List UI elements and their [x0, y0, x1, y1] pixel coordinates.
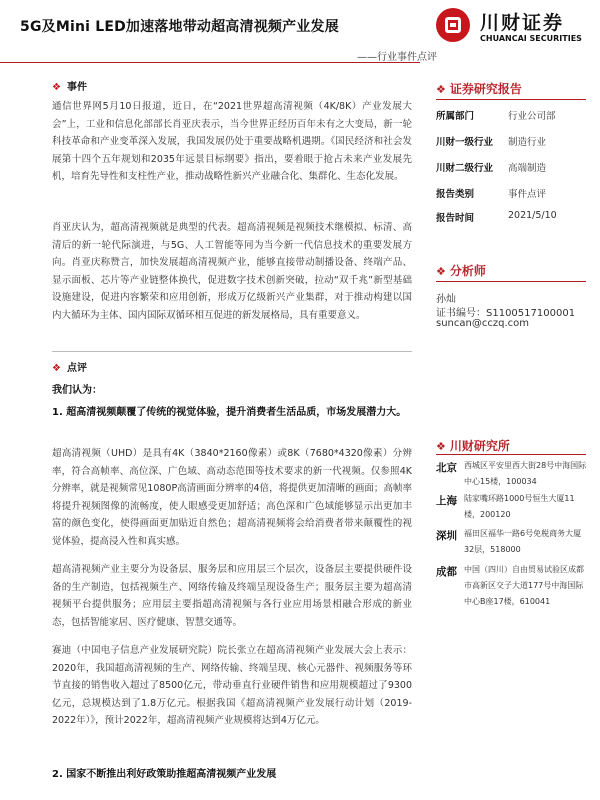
institute-heading: ❖ 川财研究所 — [436, 439, 510, 453]
info-value: 事件点评 — [508, 189, 547, 200]
comment-divider — [52, 351, 412, 352]
we-think-label: 我们认为： — [52, 385, 102, 396]
info-value: 高端制造 — [508, 163, 547, 174]
diamond-bullet-icon: ❖ — [436, 83, 446, 96]
address-city: 深圳 — [436, 530, 457, 542]
report-subtitle: ——行业事件点评 — [357, 52, 437, 63]
diamond-bullet-icon: ❖ — [52, 363, 61, 374]
report-title: 5G及Mini LED加速落地带动超高清视频产业发展 — [20, 19, 339, 35]
info-key: 所属部门 — [436, 111, 475, 122]
report-type-heading: ❖ 证券研究报告 — [436, 82, 522, 96]
header-divider — [0, 62, 420, 63]
point1-paragraph-2: 超高清视频产业主要分为设备层、服务层和应用层三个层次，设备层主要提供硬件设备的生产制造，包括视频生产、网络传输及终端呈现设备生产；服务层主要为超高清视频平台提供服务；应用层主要指超高清视频与各行业应用场景相融合形成的新业态，包括智能家居、医疗健康、智慧交通等。 — [52, 564, 412, 628]
diamond-bullet-icon: ❖ — [52, 82, 61, 93]
event-heading: ❖ 事件 — [52, 82, 87, 93]
address-text: 陆家嘴环路1000号恒生大厦11楼，200120 — [464, 494, 575, 519]
logo-emblem-icon — [436, 8, 470, 42]
logo-name-en: CHUANCAI SECURITIES — [480, 34, 582, 43]
address-city: 成都 — [436, 566, 457, 578]
info-value: 行业公司部 — [508, 111, 556, 122]
info-key: 川财二级行业 — [436, 163, 494, 174]
address-text: 西城区平安里西大街28号中海国际中心15楼，100034 — [464, 461, 587, 486]
address-city: 上海 — [436, 495, 457, 507]
analyst-email[interactable]: suncan@cczq.com — [436, 318, 529, 329]
analyst-name: 孙灿 — [436, 294, 456, 305]
info-value: 制造行业 — [508, 137, 547, 148]
info-key: 川财一级行业 — [436, 137, 494, 148]
diamond-bullet-icon: ❖ — [436, 440, 446, 453]
comment-heading: ❖ 点评 — [52, 363, 87, 374]
info-key: 报告类别 — [436, 189, 475, 200]
analyst-heading: ❖ 分析师 — [436, 264, 486, 278]
point1-paragraph-3: 赛迪（中国电子信息产业发展研究院）院长张立在超高清视频产业发展大会上表示：2020年，我国超高清视频的生产、网络传输、终端呈现、核心元器件、视频服务等环节直接的销售收入超过了8500亿元，带动垂直行业硬件销售和应用规模超过了9300亿元，总规模达到了1.8万亿元。根据我国《超高清视频产业发展行动计划（2019-2022年）》，预计2022年，超高清视频产业规模将达到4万亿元。 — [52, 645, 412, 726]
sidebar-divider — [436, 99, 586, 100]
point1-heading: 1. 超高清视频颠覆了传统的视觉体验，提升消费者生活品质，市场发展潜力大。 — [52, 407, 407, 418]
info-value: 2021/5/10 — [508, 210, 557, 221]
sidebar-divider — [436, 281, 586, 282]
address-text: 中国（四川）自由贸易试验区成都市高新区交子大道177号中海国际中心B座17楼，610041 — [464, 565, 584, 606]
event-paragraph-1: 通信世界网5月10日报道，近日，在“2021世界超高清视频（4K/8K）产业发展大会”上，工业和信息化部部长肖亚庆表示，当今世界正经历百年未有之大变局，新一轮科技革命和产业变革深入发展，我国发展仍处于重要战略机遇期。《国民经济和社会发展第十四个五年规划和2035年远景目标纲要》指出，要着眼于抢占未来产业发展先机，培育先导性和支柱性产业，推动战略性新兴产业融合化、集群化、生态化发展。 — [52, 101, 412, 182]
analyst-cert: 证书编号：S1100517100001 — [436, 308, 576, 319]
event-paragraph-2: 肖亚庆认为，超高清视频就是典型的代表。超高清视频是视频技术继模拟、标清、高清后的新一轮代际演进，与5G、人工智能等同为当今新一代信息技术的重要发展方向。肖亚庆称赞言，加快发展超高清视频产业，能够直接带动制播设备、终端产品、显示面板、芯片等产业链整体换代，促进数字技术创新突破，拉动“双千兆”新型基础设施建设，促进内容繁荣和应用创新，形成万亿级新兴产业集群，对于推动构建以国内大循环为主体、国内国际双循环相互促进的新发展格局，具有重要意义。 — [52, 222, 412, 321]
address-city: 北京 — [436, 462, 457, 474]
sidebar-divider — [436, 454, 586, 455]
info-key: 报告时间 — [436, 213, 475, 224]
point1-paragraph-1: 超高清视频（UHD）是具有4K（3840*2160像素）或8K（7680*4320像素）分辨率，符合高帧率、高位深、广色域、高动态范围等技术要求的新一代视频。仅参照4K分辨率，就是视频常见1080P高清画面分辨率的4倍，将提供更加清晰的画面；高帧率将提升视频图像的流畅度，使人眼感受更加舒适；高色深和广色域能够显示出更加丰富的颜色变化，使得画面更加贴近自然色；超高清视频将会给消费者带来颠覆性的视觉体验，提高浸入性和真实感。 — [52, 448, 412, 547]
company-logo — [436, 6, 586, 50]
point2-heading: 2. 国家不断推出利好政策助推超高清视频产业发展 — [52, 769, 277, 780]
logo-name-cn: 川财证券 — [480, 12, 565, 34]
diamond-bullet-icon: ❖ — [436, 265, 446, 278]
address-text: 福田区福华一路6号免税商务大厦32层，518000 — [464, 529, 582, 554]
